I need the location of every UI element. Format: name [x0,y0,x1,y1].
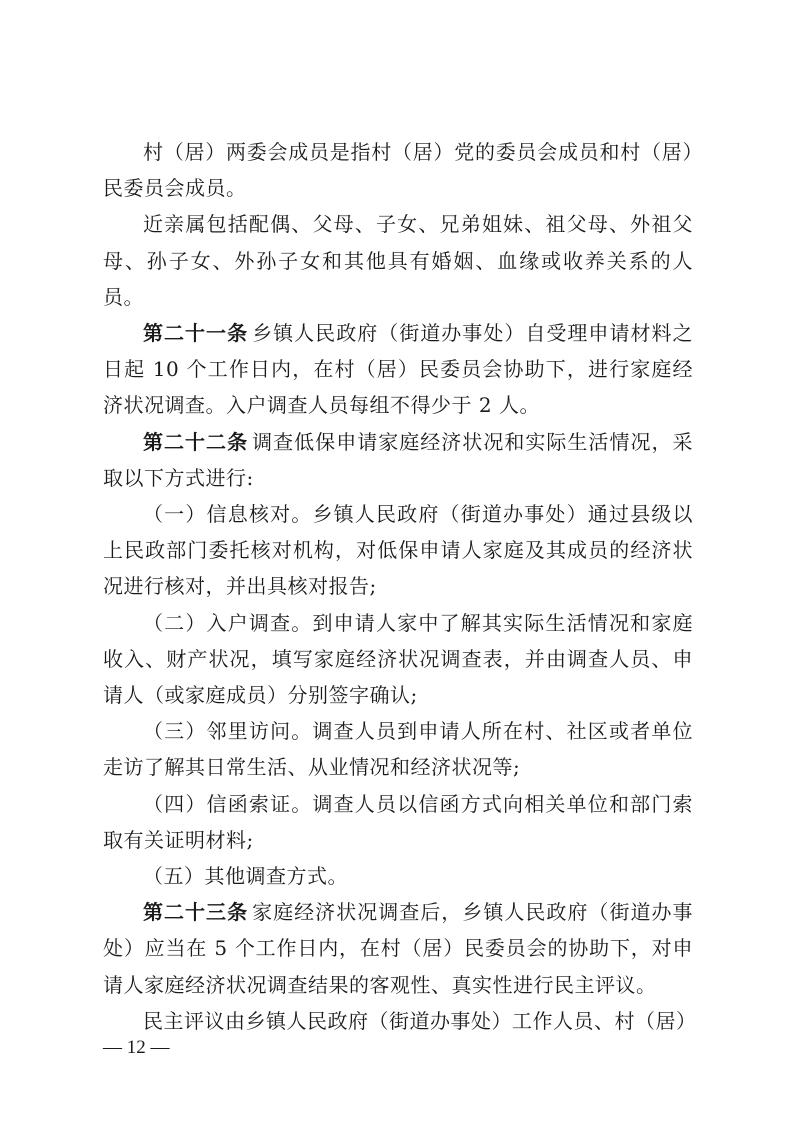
paragraph-text: 民主评议由乡镇人民政府（街道办事处）工作人员、村（居） [143,1008,697,1033]
article-label: 第二十三条 [143,900,249,925]
paragraph-item-4 [103,786,693,858]
paragraph-text: 村（居）两委会成员是指村（居）党的委员会成员和村（居）民委员会成员。 [103,140,693,201]
paragraph-close-relatives [103,206,693,315]
paragraph-text: （一）信息核对。乡镇人民政府（街道办事处）通过县级以上民政部门委托核对机构，对低保申请人家庭及其成员的经济状况进行核对，并出具核对报告; [103,502,693,599]
paragraph-article-22 [103,424,693,496]
paragraph-article-21 [103,315,693,424]
paragraph-text: （二）入户调查。到申请人家中了解其实际生活情况和家庭收入、财产状况，填写家庭经济状况调查表，并由调查人员、申请人（或家庭成员）分别签字确认; [103,610,693,708]
paragraph-text: 家庭经济状况调查后，乡镇人民政府（街道办事处）应当在 5 个工作日内，在村（居）民委员会的协助下，对申请人家庭经济状况调查结果的客观性、真实性进行民主评议。 [103,900,694,997]
paragraph-democratic-review [103,1003,697,1039]
article-label: 第二十一条 [143,321,249,346]
paragraph-text: 乡镇人民政府（街道办事处）自受理申请材料之日起 10 个工作日内，在村（居）民委员会协助下，进行家庭经济状况调查。入户调查人员每组不得少于 2 人。 [103,321,694,418]
paragraph-item-1 [103,496,693,605]
paragraph-article-23 [103,894,693,1003]
paragraph-text: 近亲属包括配偶、父母、子女、兄弟姐妹、祖父母、外祖父母、孙子女、外孙子女和其他具有婚姻、血缘或收养关系的人员。 [103,212,693,309]
paragraph-committee-members [103,134,693,206]
paragraph-text: （三）邻里访问。调查人员到申请人所在村、社区或者单位走访了解其日常生活、从业情况和经济状况等; [103,719,693,780]
paragraph-item-2 [103,605,693,714]
page-number: — 12 — [103,1037,170,1058]
paragraph-text: （四）信函索证。调查人员以信函方式向相关单位和部门索取有关证明材料; [103,791,693,852]
paragraph-text: （五）其他调查方式。 [143,864,348,889]
paragraph-text: 调查低保申请家庭经济状况和实际生活情况，采取以下方式进行: [103,429,694,490]
paragraph-item-5 [103,858,693,894]
article-label: 第二十二条 [143,429,249,454]
paragraph-item-3 [103,713,693,785]
document-body [103,134,697,1039]
